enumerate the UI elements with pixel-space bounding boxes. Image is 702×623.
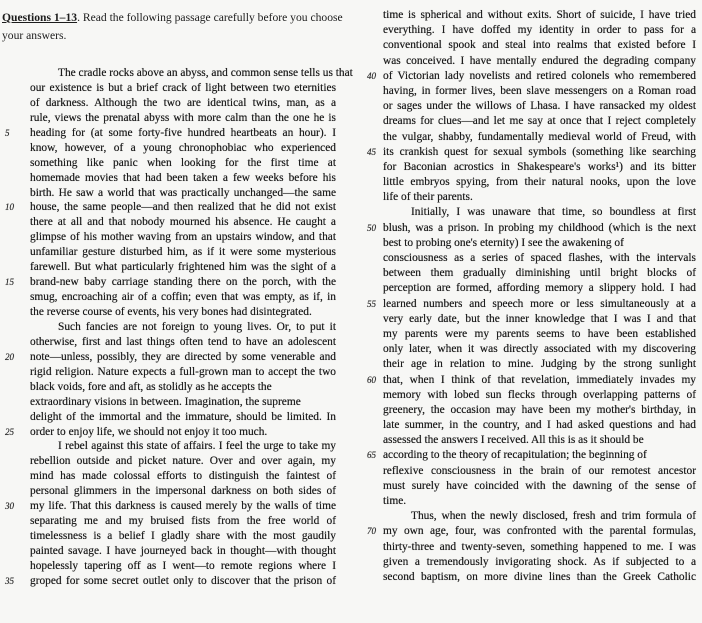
passage-line-text: was conceived. I have mentally endured the degrading company [383, 54, 696, 67]
passage-line-text: late summer, in the country, and I had asked questions and had [383, 419, 696, 432]
line-number: 60 [367, 374, 376, 385]
passage-line-text: for Baconian acrostics in Shakespeare's works¹) and its bitter [383, 160, 696, 173]
passage-line-text: time. [383, 495, 407, 507]
line-number: 45 [367, 146, 376, 157]
passage-line-text: groped for some secret outlet only to discover that the prison of [30, 574, 336, 587]
passage-line-text: the reverse course of events, his very bones had disintegrated. [30, 306, 312, 318]
passage-line-text: my own age, four, was confronted with the parental formulas, [383, 525, 696, 538]
passage-line-text: extraordinary visions in between. Imagination, the supreme [30, 395, 301, 408]
passage-line-text: of Victorian lady novelists and retired colonels who remembered [383, 69, 696, 82]
passage-line-text: unfamiliar gesture disturbed him, as if it were some mysterious [30, 246, 336, 259]
passage-line-text: life of their parents. [383, 191, 473, 204]
passage-line-text: of darkness. Although the two are identical twins, man, as a [30, 96, 336, 109]
passage-line-text: consciousness as a series of spaced flashes, with the intervals [383, 252, 696, 264]
passage-line-text: perception are formed, affording memory a slippery hold. I had [383, 282, 696, 295]
passage-line-text: heading for (at some forty-five hundred heartbeats an hour). I [30, 126, 336, 139]
passage-line-text: our existence is but a brief crack of light between two eternities [30, 81, 336, 94]
passage-line-text: I rebel against this state of affairs. I feel the urge to take my [58, 440, 336, 453]
passage-line-text: between them gradually diminishing until bright blocks of [383, 267, 696, 280]
line-number: 5 [5, 127, 10, 138]
instructions-text: . Read the following passage carefully before you choose [77, 11, 343, 24]
passage-line-text: dreams for clues—and let me say at once that I reject completely [383, 115, 696, 128]
line-number: 35 [5, 575, 14, 586]
passage-line-text: my parents were my parents seems to have been established [383, 327, 696, 340]
passage-line-text: The cradle rocks above an abyss, and common sense tells us that [58, 67, 353, 79]
passage-line-text: delight of the immortal and the immature, should be limited. In [30, 410, 336, 423]
passage-line-text: personal glimmers in the impersonal darkness on both sides of [30, 485, 336, 498]
passage-line-text: its crankish quest for sexual symbols (something like searching [383, 145, 696, 158]
passage-line-text: my life. That this darkness is caused merely by the walls of time [30, 500, 336, 513]
passage-line-text: rigid religion. Nature expects a full-grown man to accept the two [30, 365, 336, 378]
line-number: 70 [367, 526, 376, 537]
passage-line-text: that, when I think of that revelation, immediately invades my [383, 373, 696, 386]
passage-line-text: mind has made colossal efforts to distinguish the faintest of [30, 470, 336, 483]
passage-line-text: birth. He saw a world that was practically unchanged—the same [30, 186, 336, 199]
passage-line-text: Such fancies are not foreign to young lives. Or, to put it [58, 320, 336, 333]
passage-line-text: their age in relation to mine. Judging by the strong sunlight [383, 358, 696, 371]
passage-line-text: something like panic when looking for the first time at [30, 156, 336, 169]
passage-line-text: must surely have coincided with the dawning of the sense of [383, 479, 696, 492]
passage-line-text: given a tremendously invigorating shock. As if subjected to a [383, 555, 696, 568]
passage-line-text: timelessness is a belief I gladly share with the most gaudily [30, 530, 336, 543]
passage-line-text: homemade movies that had been taken a few weeks before his [30, 171, 336, 184]
line-number: 25 [5, 426, 14, 437]
passage-line-text: order to enjoy life, we should not enjoy it too much. [30, 425, 268, 438]
passage-line-text: only later, when it was directly associated with my discovering [383, 343, 696, 356]
passage-line-text: otherwise, first and last things often tend to have an adolescent [30, 335, 336, 348]
passage-line-text: little embryos spying, from their natural nooks, upon the love [383, 176, 696, 189]
instructions-line: your answers. [2, 28, 67, 42]
passage-line-text: blush, was a prison. In probing my childhood (which is the next [383, 221, 696, 234]
line-number: 15 [5, 277, 14, 288]
passage-line-text: assessed the answers I received. All this is as it should be [383, 434, 644, 447]
passage-line-text: second baptism, on more divine lines than the Greek Catholic [383, 570, 696, 583]
passage-line-text: learned numbers and speech more or less simultaneously at a [383, 297, 696, 310]
passage-line-text: according to the theory of recapitulation; the beginning of [383, 449, 647, 462]
passage-line-text: black voids, fore and aft, as stolidly as he accepts the [30, 380, 272, 393]
line-number: 10 [5, 202, 14, 213]
passage-line-text: separating me and my bruised fists from the free world of [30, 515, 336, 528]
passage-line-text: know, however, of a young chronophobiac who experienced [30, 141, 336, 154]
line-number: 20 [5, 351, 14, 362]
passage-line-text: time is spherical and without exits. Short of suicide, I have tried [383, 9, 696, 21]
passage-line-text: Thus, when the newly disclosed, fresh and trim formula of [411, 510, 696, 523]
passage-line-text: hopelessly tapering off as I went—to remote regions where I [30, 559, 336, 572]
instructions-line [2, 9, 342, 27]
passage-line-text: Initially, I was unaware that time, so boundless at first [411, 206, 696, 219]
passage-line-text: thirty-three and twenty-seven, something happened to me. I was [383, 540, 696, 553]
passage-line-text: the vulgar, shabby, fundamentally medieval world of Freud, with [383, 130, 696, 143]
passage-line-text: note—unless, possibly, they are directed by some venerable and [30, 350, 336, 363]
passage-line-text: everything. I have doffed my identity in order to pass for a [383, 24, 696, 37]
passage-line-text: rebellion outside and picket nature. Over and over again, my [30, 455, 336, 468]
line-number: 30 [5, 501, 14, 512]
instructions-header [2, 9, 342, 44]
passage-line-text: brand-new baby carriage standing there on the porch, with the [30, 276, 336, 289]
passage-line-text: reflexive consciousness in the brain of our remotest ancestor [383, 464, 696, 477]
passage-line-text: glimpse of his mother waving from an upstairs window, and that [30, 231, 336, 244]
passage-line-text: very early date, but the inner knowledge that I was I and that [383, 312, 696, 325]
questions-label: Questions 1–13 [2, 11, 78, 24]
passage-line-text: best to probing one's eternity) I see the awakening of [383, 236, 624, 249]
passage-line-text: conventional spook and steal into realms that existed before I [383, 39, 696, 52]
passage-line-text: having, in former lives, been slave messengers on a Roman road [383, 84, 696, 97]
passage-line-text: greenery, the occasion may have been my mother's birthday, in [383, 403, 696, 416]
passage-line-text: painted savage. I have journeyed back in thought—with thought [30, 545, 336, 557]
line-number: 55 [367, 298, 376, 309]
passage-line-text: smug, encroaching air of a coffin; even that was empty, as if, in [30, 291, 336, 304]
passage-line-text: rule, views the prenatal abyss with more calm than the one he is [30, 111, 336, 124]
line-number: 50 [367, 222, 376, 233]
passage-line-text: there at all and that nobody mourned his absence. He caught a [30, 216, 336, 229]
passage-line-text: house, the same people—and then realized that he did not exist [30, 201, 336, 214]
line-number: 40 [367, 70, 376, 81]
passage-line-text: memory with lobed sun flecks through overlapping patterns of [383, 388, 696, 401]
line-number: 65 [367, 450, 376, 461]
passage-line-text: farewell. But what particularly frightened him was the sight of a [30, 261, 336, 274]
passage-line-text: or sages under the willows of Lhasa. I have ransacked my oldest [383, 100, 696, 113]
